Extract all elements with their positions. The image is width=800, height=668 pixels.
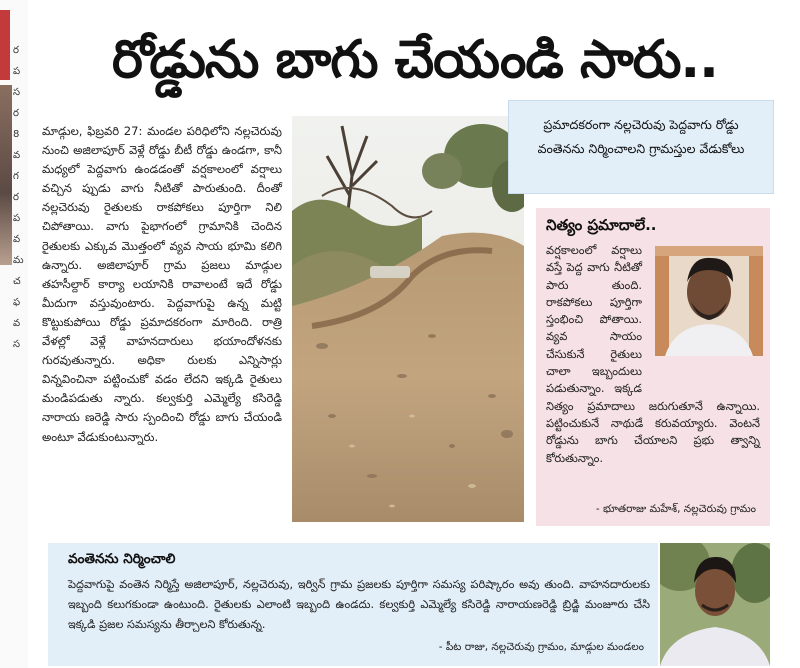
bottom-quote-box [48, 543, 658, 666]
article-body: మాడ్గుల, ఫిబ్రవరి 27: మండల పరిధిలోని నల్లచెరువు నుంచి అజిలాపూర్ వెళ్లే రోడ్డు బీటీ రోడ్డు ఉండగా, కానీ మధ్యలో పెద్దవాగు ఉండడంతో వర్షకాలంలో వర్షాలు వచ్చిన ప్పుడు వాగు నీటితో పారుతుంది. దీంతో నల్లచెరువు రైతులకు రాకపోకలు పూర్తిగా నిలి చిపోతాయి. వాగు పైభాగంలో గ్రామానికి చెందిన రైతులకు ఎక్కువ మొత్తంలో వ్యవ సాయ భూమి కలిగి ఉన్నారు. అజిలాపూర్ గ్రామ ప్రజలు మాడ్గుల తహసీల్దార్ కార్యా లయానికి రావాలంటే ఇదే రోడ్డు మీదుగా వస్తువుంటారు. పెద్దవాగుపై ఉన్న మట్టి కొట్టుకుపోయి రోడ్డు ప్రమాదకరంగా మారింది. రాత్రి వేళల్లో వెళ్లే వాహనదారులు భయాందోళనకు గురవుతున్నారు. అధికా రులకు ఎన్నిసార్లు విన్నవించినా పట్టించుకో వడం లేదని ఇక్కడి రైతులు మండిపడుతు న్నారు. కల్వకుర్తి ఎమ్మెల్యే కసిరెడ్డి నారాయ ణరెడ్డి సారు స్పందించి రోడ్డు బాగు చేయండి అంటూ వేడుకుంటున్నారు. [42, 124, 282, 444]
headline: రోడ్డును బాగు చేయండి సారు.. [112, 30, 718, 90]
adjacent-photo [0, 85, 12, 265]
quote-signature: - భూతరాజు మహేశ్, నల్లచెరువు గ్రామం [595, 503, 756, 515]
road-photo-illustration [292, 116, 524, 522]
quote-title: నిత్యం ప్రమాదాలే.. [546, 216, 657, 234]
bottom-quote-text: పెద్దవాగుపై వంతెన నిర్మిస్తే అజిలాపూర్, నల్లచెరువు, ఇర్విన్ గ్రామ ప్రజలకు పూర్తిగా సమస్య పరిష్కారం అవు తుంది. వాహనదారులకు ఇబ్బంది కలుగకుండా ఉంటుంది. రైతులకు ఎలాంటి ఇబ్బంది ఉండదు. కల్వకుర్తి ఎమ్మెల్యే కసిరెడ్డి నారాయణరెడ్డి బ్రిడ్జి మంజూరు చేసి ఇక్కడి ప్రజల సమస్యను తీర్చాలని కోరుతున్న. [68, 578, 650, 631]
adjacent-red-graphic [0, 10, 10, 80]
bottom-quote-title: వంతెనను నిర్మించాలి [68, 551, 176, 567]
farmer-portrait [655, 246, 763, 356]
photo-caption: ప్రమాదకరంగా నల్లచెరువు పెద్దవాగు రోడ్డు వంతెనను నిర్మించాలని గ్రామస్తుల వేడుకోలు [537, 117, 745, 156]
adjacent-column-strip [0, 0, 28, 668]
villager-portrait-illustration [660, 543, 770, 666]
farmer-portrait-illustration [655, 246, 763, 356]
road-photo [292, 116, 524, 522]
photo-caption-box [508, 100, 774, 194]
villager-portrait [660, 543, 770, 666]
quote-text: వర్షకాలంలో వర్షాలు వస్తే పెద్ద వాగు నీటితో పారు తుంది. రాకపోకలు పూర్తిగా స్తంభించి పోతాయి. వ్యవ సాయం చేసుకునే రైతులు చాలా ఇబ్బందులు పడుతున్నాం. ఇక్కడ నిత్యం ప్రమాదాలు జరుగుతూనే ఉన్నాయి. పట్టించుకునే నాథుడే కరువయ్యారు. వెంటనే రోడ్డును బాగు చేయాలని ప్రభు త్వాన్ని కోరుతున్నాం. [546, 243, 760, 465]
adjacent-column-text: ర ప స ర 8 వ గ ర ప వ మ చ ఫ వ స [13, 45, 24, 350]
bottom-quote-signature: - పీట రాజు, నల్లచెరువు గ్రామం, మాడ్గుల మండలం [438, 641, 644, 653]
